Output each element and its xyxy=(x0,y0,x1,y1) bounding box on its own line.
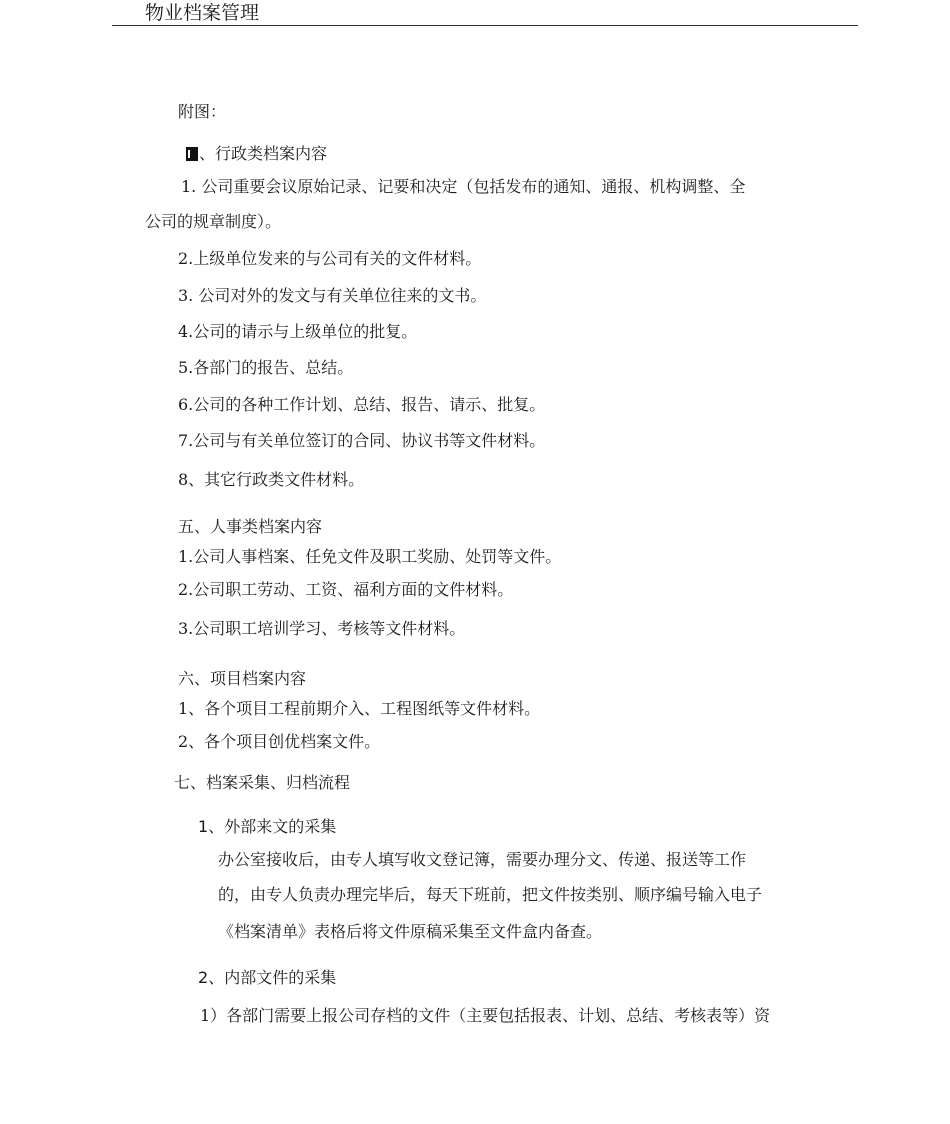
project-item-2: 2、各个项目创优档案文件。 xyxy=(178,732,381,751)
admin-item-1: 1. 公司重要会议原始记录、记要和决定（包括发布的通知、通报、机构调整、全 xyxy=(181,177,746,196)
admin-item-4: 4.公司的请示与上级单位的批复。 xyxy=(178,322,418,341)
personnel-item-1: 1.公司人事档案、任免文件及职工奖励、处罚等文件。 xyxy=(178,547,562,566)
project-section-heading: 六、项目档案内容 xyxy=(178,669,307,688)
external-subheading xyxy=(198,817,336,837)
admin-item-5: 5.各部门的报告、总结。 xyxy=(178,358,354,377)
internal-subheading-text: 、内部文件的采集 xyxy=(208,968,337,987)
internal-subheading xyxy=(198,968,336,988)
admin-section-heading xyxy=(186,144,327,164)
external-para-line-3: 《档案清单》表格后将文件原稿采集至文件盒内备查。 xyxy=(218,922,603,941)
admin-item-8: 8、其它行政类文件材料。 xyxy=(178,470,365,489)
admin-item-2: 2.上级单位发来的与公司有关的文件材料。 xyxy=(178,249,482,268)
admin-item-1-cont: 公司的规章制度）。 xyxy=(145,212,282,231)
internal-para-line-1: 1）各部门需要上报公司存档的文件（主要包括报表、计划、总结、考核表等）资 xyxy=(200,1006,771,1025)
external-para-line-2: 的，由专人负责办理完毕后，每天下班前，把文件按类别、顺序编号输入电子 xyxy=(218,885,763,904)
external-subheading-text: 、外部来文的采集 xyxy=(208,817,337,836)
admin-item-6: 6.公司的各种工作计划、总结、报告、请示、批复。 xyxy=(178,395,546,414)
admin-item-7: 7.公司与有关单位签订的合同、协议书等文件材料。 xyxy=(178,431,546,450)
personnel-section-heading: 五、人事类档案内容 xyxy=(178,517,323,536)
header-title: 物业档案管理 xyxy=(145,2,260,24)
external-subheading-number: 1 xyxy=(198,817,209,836)
external-para-line-1: 办公室接收后，由专人填写收文登记簿，需要办理分文、传递、报送等工作 xyxy=(218,850,747,869)
admin-item-3: 3. 公司对外的发文与有关单位往来的文书。 xyxy=(178,286,487,305)
attachment-label: 附图： xyxy=(178,102,227,121)
project-item-1: 1、各个项目工程前期介入、工程图纸等文件材料。 xyxy=(178,699,541,718)
process-section-heading: 七、档案采集、归档流程 xyxy=(174,773,351,792)
internal-subheading-number: 2 xyxy=(198,968,209,987)
page-header xyxy=(112,0,858,26)
personnel-item-2: 2.公司职工劳动、工资、福利方面的文件材料。 xyxy=(178,580,514,599)
personnel-item-3: 3.公司职工培训学习、考核等文件材料。 xyxy=(178,619,466,638)
box-marker-icon xyxy=(186,147,198,161)
admin-heading-text: 、行政类档案内容 xyxy=(199,144,328,163)
